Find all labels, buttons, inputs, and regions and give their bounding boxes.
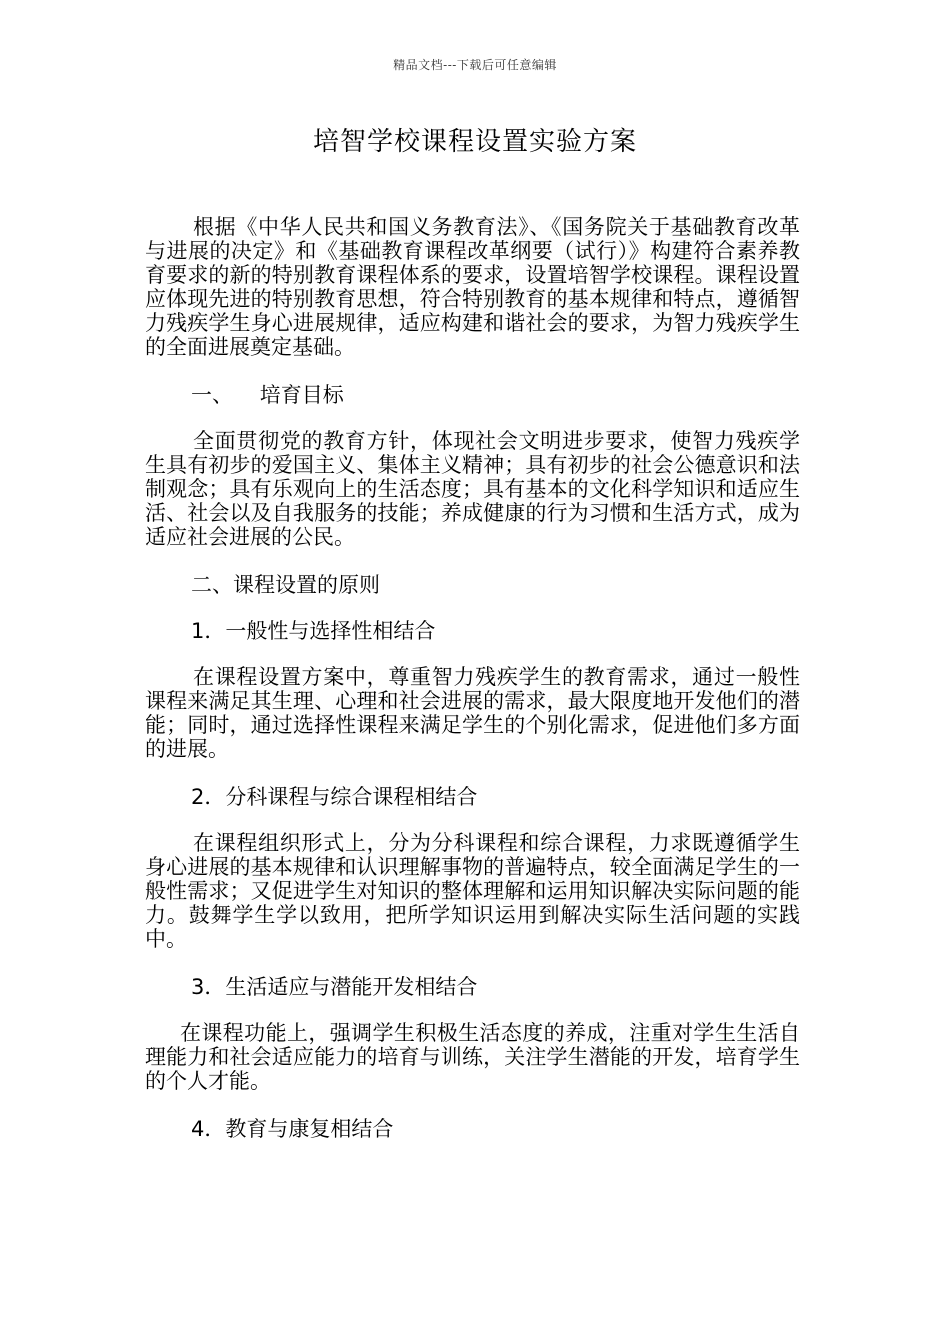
document-title: 培智学校课程设置实验方案 <box>312 127 637 157</box>
document-body <box>145 215 800 1141</box>
principle-heading-3: 3．生活适应与潜能开发相结合 <box>191 975 478 999</box>
intro-paragraph: 根据《中华人民共和国义务教育法》、《国务院关于基础教育改革与进展的决定》和《基础教育课程改革纲要（试行）》构建符合素养教育要求的新的特别教育课程体系的要求，设置培智学校课程。课程设置应体现先进的特别教育思想，符合特别教育的基本规律和特点，遵循智力残疾学生身心进展规律，适应构建和谐社会的要求，为智力残疾学生的全面进展奠定基础。 <box>145 215 800 359</box>
objectives-paragraph: 全面贯彻党的教育方针，体现社会文明进步要求，使智力残疾学生具有初步的爱国主义、集体主义精神；具有初步的社会公德意识和法制观念；具有乐观向上的生活态度；具有基本的文化科学知识和适应生活、社会以及自我服务的技能；养成健康的行为习惯和生活方式，成为适应社会进展的公民。 <box>145 429 800 549</box>
principle-heading-1: 1．一般性与选择性相结合 <box>191 619 436 643</box>
header-note: 精品文档---下载后可任意编辑 <box>393 58 557 72</box>
principle-paragraph-2: 在课程组织形式上，分为分科课程和综合课程，力求既遵循学生身心进展的基本规律和认识理解事物的普遍特点，较全面满足学生的一般性需求；又促进学生对知识的整体理解和运用知识解决实际问题的能力。鼓舞学生学以致用，把所学知识运用到解决实际生活问题的实践中。 <box>145 831 800 951</box>
principle-paragraph-3: 在课程功能上，强调学生积极生活态度的养成，注重对学生生活自理能力和社会适应能力的培育与训练，关注学生潜能的开发，培育学生的个人才能。 <box>145 1021 800 1093</box>
section-heading-objectives: 一、 培育目标 <box>191 383 344 407</box>
principle-heading-4: 4．教育与康复相结合 <box>191 1117 394 1141</box>
section-heading-principles: 二、课程设置的原则 <box>191 573 380 597</box>
principle-heading-2: 2．分科课程与综合课程相结合 <box>191 785 478 809</box>
principle-paragraph-1: 在课程设置方案中，尊重智力残疾学生的教育需求，通过一般性课程来满足其生理、心理和社会进展的需求，最大限度地开发他们的潜能；同时，通过选择性课程来满足学生的个别化需求，促进他们多方面的进展。 <box>145 665 800 761</box>
